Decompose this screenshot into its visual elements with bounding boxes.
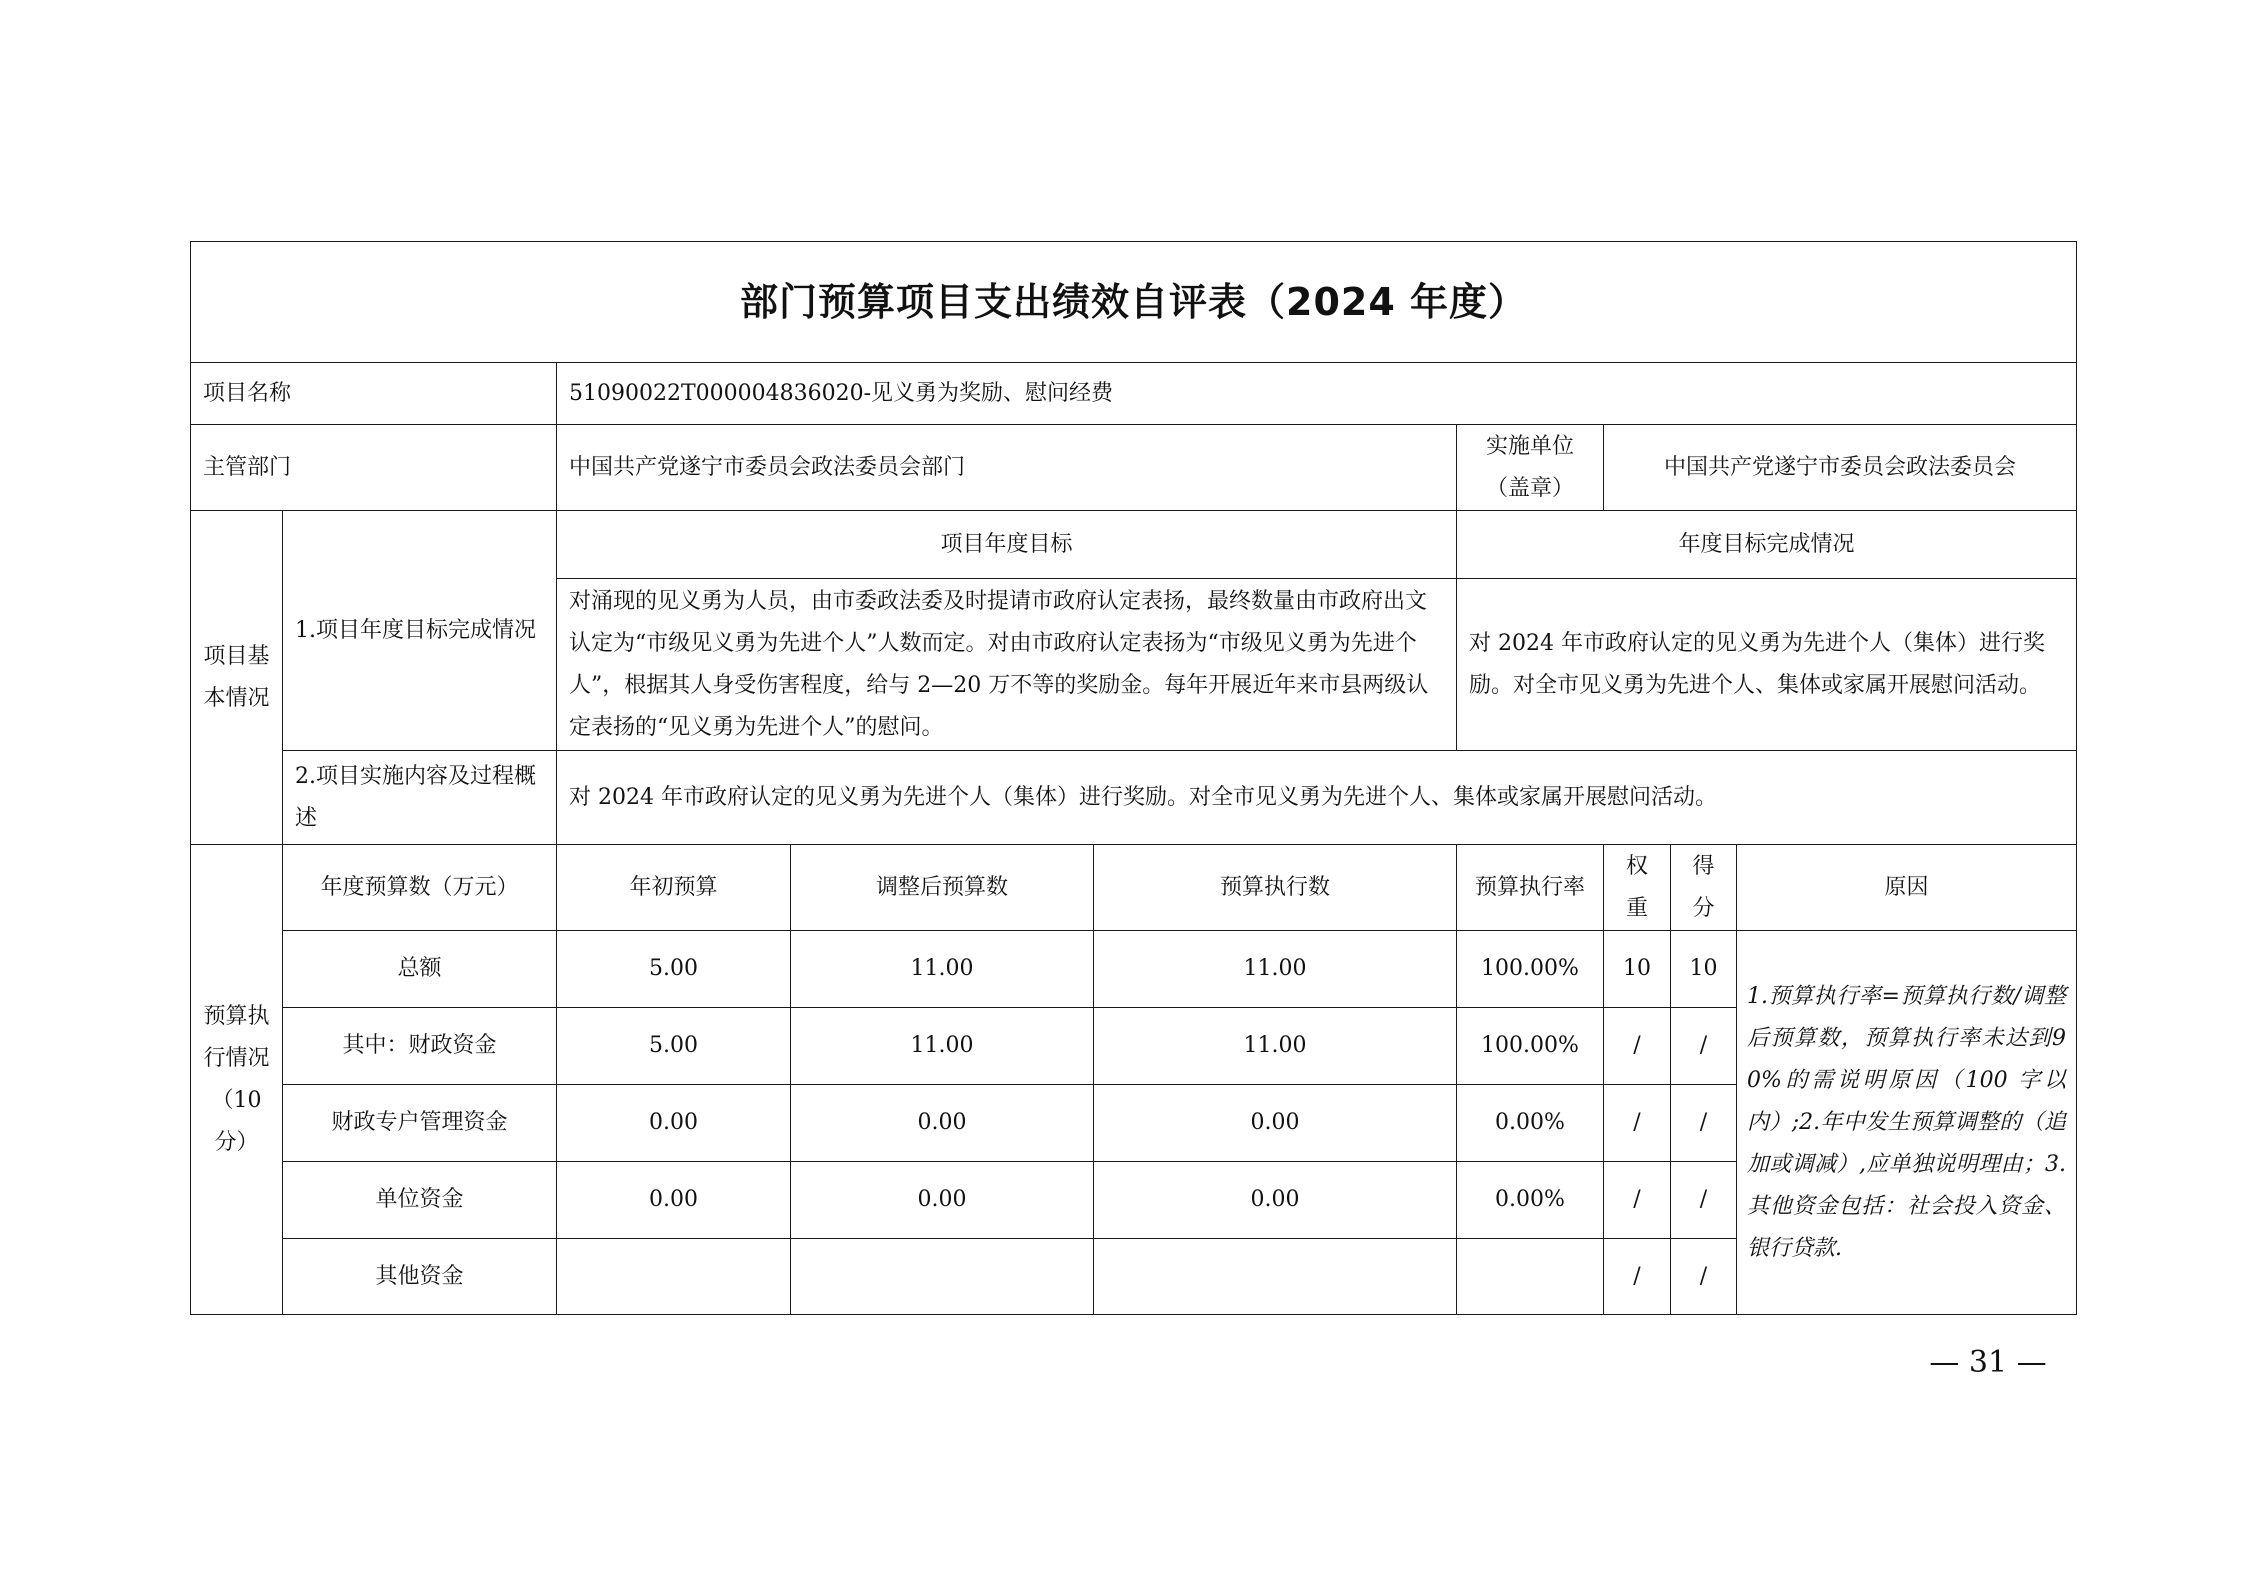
header-score: 得分 [1671,845,1737,931]
basic-section-label: 项目基本情况 [191,511,283,845]
row-adjusted: 0.00 [791,1085,1094,1162]
header-adjusted-budget: 调整后预算数 [791,845,1094,931]
row-score: / [1671,1239,1737,1315]
row-executed: 11.00 [1094,1008,1457,1085]
page-number: — 31 — [1929,1345,2047,1380]
row-weight: / [1604,1008,1671,1085]
row-weight: / [1604,1239,1671,1315]
row-initial: 5.00 [557,931,791,1008]
project-name-label: 项目名称 [191,363,557,425]
header-initial-budget: 年初预算 [557,845,791,931]
item2-label: 2.项目实施内容及过程概述 [283,751,557,845]
item1-goal-text: 对涌现的见义勇为人员，由市委政法委及时提请市政府认定表扬，最终数量由市政府出文认定为“市级见义勇为先进个人”人数而定。对由市政府认定表扬为“市级见义勇为先进个人”，根据其人身受伤害程度，给与 2—20 万不等的奖励金。每年开展近年来市县两级认定表扬的“见义勇为先进个人”的慰问。 [557,579,1457,751]
goal-header: 项目年度目标 [557,511,1457,579]
row-score: / [1671,1162,1737,1239]
header-weight: 权重 [1604,845,1671,931]
row-rate [1457,1239,1604,1315]
impl-unit-label: 实施单位（盖章） [1457,425,1604,511]
row-name: 单位资金 [283,1162,557,1239]
dept-value: 中国共产党遂宁市委员会政法委员会部门 [557,425,1457,511]
item1-label: 1.项目年度目标完成情况 [283,511,557,751]
row-executed: 0.00 [1094,1162,1457,1239]
dept-label: 主管部门 [191,425,557,511]
row-rate: 100.00% [1457,1008,1604,1085]
row-rate: 0.00% [1457,1162,1604,1239]
row-initial: 5.00 [557,1008,791,1085]
row-executed: 0.00 [1094,1085,1457,1162]
header-reason: 原因 [1737,845,2077,931]
row-rate: 100.00% [1457,931,1604,1008]
row-score: 10 [1671,931,1737,1008]
row-score: / [1671,1008,1737,1085]
row-weight: / [1604,1085,1671,1162]
row-weight: / [1604,1162,1671,1239]
row-adjusted: 0.00 [791,1162,1094,1239]
reason-note: 1.预算执行率=预算执行数/调整后预算数，预算执行率未达到90%的需说明原因（100 字以内）;2.年中发生预算调整的（追加或调减）,应单独说明理由；3.其他资金包括：社会投入资金、银行贷款. [1737,931,2077,1315]
row-rate: 0.00% [1457,1085,1604,1162]
row-adjusted: 11.00 [791,931,1094,1008]
row-name: 总额 [283,931,557,1008]
completion-header: 年度目标完成情况 [1457,511,2077,579]
row-name: 其中：财政资金 [283,1008,557,1085]
row-adjusted: 11.00 [791,1008,1094,1085]
row-initial: 0.00 [557,1162,791,1239]
row-initial [557,1239,791,1315]
item1-completion-text: 对 2024 年市政府认定的见义勇为先进个人（集体）进行奖励。对全市见义勇为先进个人、集体或家属开展慰问活动。 [1457,579,2077,751]
impl-unit-value: 中国共产党遂宁市委员会政法委员会 [1604,425,2077,511]
project-name-value: 51090022T000004836020-见义勇为奖励、慰问经费 [557,363,2077,425]
row-score: / [1671,1085,1737,1162]
budget-section-label: 预算执行情况（10分） [191,845,283,1315]
row-adjusted [791,1239,1094,1315]
performance-table [190,241,2077,1315]
header-annual-budget: 年度预算数（万元） [283,845,557,931]
row-weight: 10 [1604,931,1671,1008]
item2-value: 对 2024 年市政府认定的见义勇为先进个人（集体）进行奖励。对全市见义勇为先进个人、集体或家属开展慰问活动。 [557,751,2077,845]
table-title: 部门预算项目支出绩效自评表（2024 年度） [191,242,2077,363]
header-executed: 预算执行数 [1094,845,1457,931]
row-executed: 11.00 [1094,931,1457,1008]
row-name: 其他资金 [283,1239,557,1315]
table-row [191,931,2077,1008]
row-initial: 0.00 [557,1085,791,1162]
row-executed [1094,1239,1457,1315]
header-rate: 预算执行率 [1457,845,1604,931]
row-name: 财政专户管理资金 [283,1085,557,1162]
